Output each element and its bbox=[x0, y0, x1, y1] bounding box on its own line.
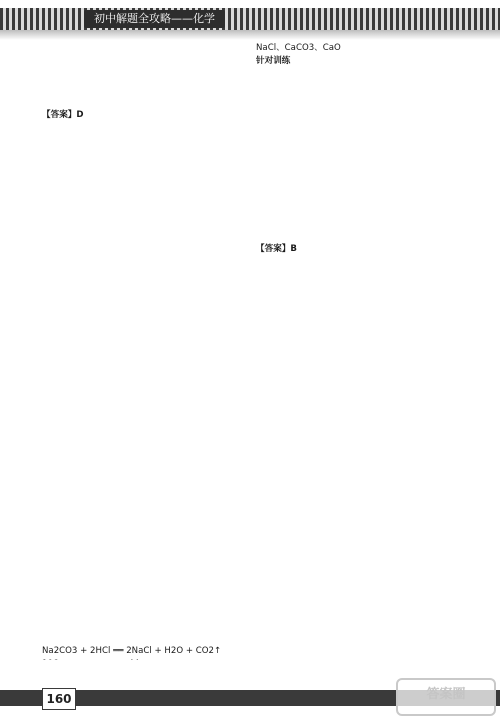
text-line bbox=[256, 591, 466, 604]
coefficient bbox=[128, 659, 139, 660]
text-line bbox=[42, 337, 248, 350]
text-line bbox=[42, 176, 248, 189]
text-line bbox=[42, 497, 248, 510]
text-line: 【答案】D bbox=[42, 109, 84, 120]
text-line bbox=[42, 471, 248, 484]
text-line bbox=[256, 390, 466, 403]
text-line bbox=[42, 484, 248, 497]
text-line bbox=[256, 136, 466, 149]
text-line bbox=[42, 457, 248, 470]
text-line bbox=[256, 578, 466, 591]
text-line bbox=[42, 149, 248, 162]
text-line bbox=[256, 283, 466, 296]
header-stripes bbox=[0, 8, 500, 30]
text-line bbox=[256, 404, 466, 417]
text-line: 针对训练 bbox=[256, 56, 291, 67]
text-line bbox=[42, 551, 248, 564]
text-line bbox=[256, 471, 466, 484]
text-line bbox=[256, 203, 466, 216]
watermark-logo: 答案圈 bbox=[396, 678, 496, 716]
text-line bbox=[256, 270, 466, 283]
coefficient-line bbox=[42, 658, 248, 660]
text-line bbox=[256, 524, 466, 537]
text-line bbox=[256, 551, 466, 564]
text-line bbox=[256, 604, 466, 617]
footer bbox=[0, 684, 500, 713]
text-line bbox=[42, 310, 248, 323]
text-line bbox=[42, 511, 248, 524]
text-line bbox=[256, 511, 466, 524]
text-line bbox=[256, 109, 466, 122]
text-line bbox=[42, 537, 248, 550]
text-line bbox=[256, 538, 466, 551]
text-line bbox=[256, 417, 466, 430]
text-line bbox=[256, 230, 466, 243]
text-line bbox=[42, 350, 248, 363]
text-line bbox=[42, 631, 248, 644]
text-line bbox=[256, 296, 466, 309]
text-line bbox=[256, 363, 466, 376]
text-line bbox=[42, 243, 248, 256]
text-line bbox=[256, 323, 466, 336]
text-line bbox=[42, 256, 248, 269]
text-line bbox=[42, 417, 248, 430]
text-line bbox=[42, 96, 248, 109]
text-line bbox=[42, 216, 248, 229]
text-line bbox=[256, 484, 466, 497]
text-line bbox=[42, 136, 248, 149]
text-line bbox=[42, 363, 248, 376]
equation-line bbox=[42, 645, 248, 658]
coefficient bbox=[42, 659, 58, 660]
text-line bbox=[256, 337, 466, 350]
text-line bbox=[256, 256, 466, 269]
text-line bbox=[42, 189, 248, 202]
text-line bbox=[256, 377, 466, 390]
text-line bbox=[42, 42, 248, 55]
text-line bbox=[42, 122, 248, 135]
header-band bbox=[0, 0, 500, 40]
text-line bbox=[42, 604, 248, 617]
text-line bbox=[42, 430, 248, 443]
text-line bbox=[42, 404, 248, 417]
text-line bbox=[256, 618, 466, 631]
text-line bbox=[256, 631, 466, 644]
text-line bbox=[256, 564, 466, 577]
text-line bbox=[42, 578, 248, 591]
text-line bbox=[256, 497, 466, 510]
text-line bbox=[256, 163, 466, 176]
text-line bbox=[256, 658, 466, 660]
text-line bbox=[256, 216, 466, 229]
text-line bbox=[42, 591, 248, 604]
page-number: 160 bbox=[42, 688, 76, 710]
book-title: 初中解题全攻略——化学 bbox=[84, 10, 225, 28]
text-line bbox=[256, 176, 466, 189]
text-line bbox=[42, 618, 248, 631]
text-line bbox=[42, 270, 248, 283]
right-column bbox=[256, 42, 466, 660]
text-line bbox=[256, 645, 466, 658]
text-line bbox=[256, 149, 466, 162]
text-line bbox=[42, 229, 248, 242]
text-line bbox=[256, 189, 466, 202]
text-line bbox=[256, 96, 466, 109]
text-line bbox=[256, 457, 466, 470]
text-line bbox=[42, 323, 248, 336]
text-line bbox=[42, 296, 248, 309]
text-line bbox=[42, 163, 248, 176]
text-line bbox=[42, 82, 248, 95]
text-line bbox=[42, 377, 248, 390]
left-column bbox=[42, 42, 248, 660]
text-line bbox=[256, 82, 466, 95]
text-line bbox=[42, 524, 248, 537]
text-line bbox=[42, 69, 248, 82]
text-line bbox=[256, 350, 466, 363]
text-line bbox=[256, 122, 466, 135]
text-line bbox=[42, 203, 248, 216]
text-line bbox=[42, 55, 248, 68]
text-line: NaCl、CaCO3、CaO bbox=[256, 43, 341, 53]
text-line bbox=[256, 69, 466, 82]
text-line bbox=[256, 444, 466, 457]
text-line bbox=[42, 283, 248, 296]
text-line bbox=[256, 430, 466, 443]
header-shade bbox=[0, 30, 500, 40]
text-line bbox=[42, 390, 248, 403]
text-line: 【答案】B bbox=[256, 243, 297, 254]
text-line bbox=[42, 564, 248, 577]
chemical-equation: Na2CO3 + 2HCl ══ 2NaCl + H2O + CO2↑ bbox=[42, 645, 222, 656]
text-line bbox=[256, 310, 466, 323]
text-line bbox=[42, 444, 248, 457]
